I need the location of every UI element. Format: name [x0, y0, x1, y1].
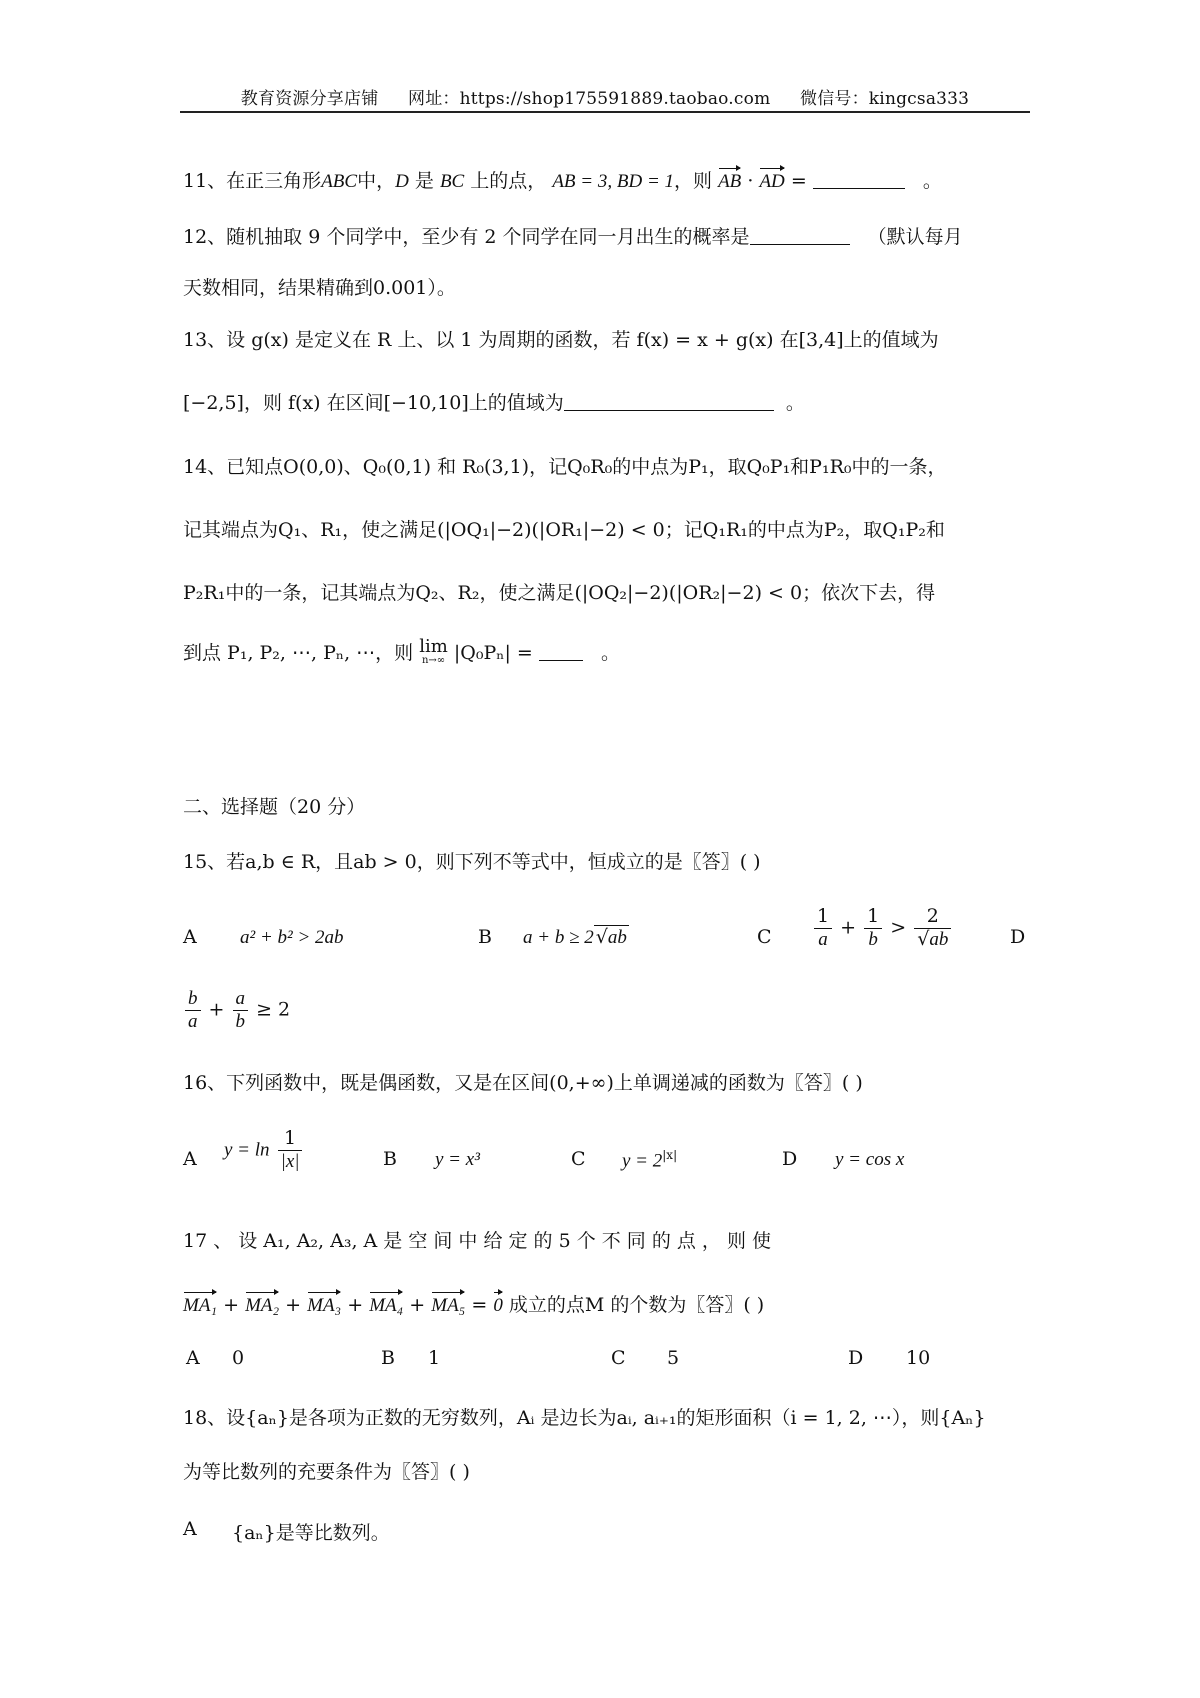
q17-option-b-label: B — [381, 1347, 395, 1369]
q16-option-b: y = x³ — [435, 1149, 480, 1170]
question-13-line-2: [−2,5]，则 f(x) 在区间[−10,10]上的值域为 。 — [183, 392, 805, 414]
question-14-line-2: 记其端点为Q₁、R₁，使之满足(|OQ₁|−2)(|OR₁|−2) < 0；记Q₁R₁的中点为P₂，取Q₁P₂和 — [183, 519, 945, 541]
q16-option-c: $y = 2^{|x|}$ — [622, 1148, 678, 1172]
header-url: 网址：https://shop175591889.taobao.com — [408, 89, 771, 109]
question-12-line-2: 天数相同，结果精确到0.001）。 — [183, 277, 456, 299]
q18-option-a: {aₙ}是等比数列。 — [232, 1522, 390, 1544]
limit-label: lim — [419, 636, 448, 657]
q18-option-a-label: A — [183, 1518, 197, 1540]
q16-option-c-label: C — [571, 1148, 586, 1170]
section-2-title: 二、选择题（20 分） — [183, 796, 366, 818]
question-17-line-1: 17 、 设 A₁, A₂, A₃, A 是 空 间 中 给 定 的 5 个 不 同 的 点 ， 则 使 — [183, 1230, 771, 1252]
q16-option-a: y = ln $\frac{1}{|x|}$ — [224, 1128, 304, 1173]
header-rule — [180, 111, 1030, 113]
question-18-line-1: 18、设{aₙ}是各项为正数的无穷数列，Aᵢ 是边长为aᵢ, aᵢ₊₁的矩形面积（i = 1, 2, ⋯），则{Aₙ} — [183, 1407, 986, 1429]
q17-option-c: 5 — [667, 1347, 680, 1369]
vector-ad: AD — [759, 171, 785, 192]
q17-option-c-label: C — [611, 1347, 626, 1369]
q17-option-b: 1 — [428, 1347, 441, 1369]
q16-option-b-label: B — [383, 1148, 397, 1170]
question-15-stem: 15、若a,b ∈ R，且ab > 0，则下列不等式中，恒成立的是〖答〗( ) — [183, 851, 761, 873]
limit-subscript: n→∞ — [421, 655, 446, 666]
question-16-stem: 16、下列函数中，既是偶函数，又是在区间(0,+∞)上单调递减的函数为〖答〗( ) — [183, 1072, 863, 1094]
q15-option-a: a² + b² > 2ab — [240, 927, 344, 948]
question-14-line-4: 到点 P₁, P₂, ⋯, Pₙ, ⋯，则 lim n→∞ |Q₀Pₙ| = 。 — [183, 636, 621, 666]
vector-ab: AB — [718, 171, 742, 192]
answer-blank-13[interactable] — [564, 392, 774, 411]
q15-option-d-label: D — [1010, 926, 1026, 948]
q15-option-c-label: C — [757, 926, 772, 948]
question-12-line-1: 12、随机抽取 9 个同学中，至少有 2 个同学在同一月出生的概率是 （默认每月 — [183, 226, 963, 248]
header-wechat: 微信号：kingcsa333 — [800, 89, 970, 109]
q15-option-a-label: A — [183, 926, 197, 948]
question-17-line-2: MA₁ + MA₂ + MA₃ + MA₄ + MA₅ = 0 成立的点M 的个数为〖答〗( ) — [183, 1294, 765, 1316]
q16-option-d-label: D — [782, 1148, 798, 1170]
question-14-line-3: P₂R₁中的一条，记其端点为Q₂、R₂，使之满足(|OQ₂|−2)(|OR₂|−2) < 0；依次下去，得 — [183, 582, 936, 604]
q15-option-b: a + b ≥ 2 √ab — [523, 926, 627, 948]
answer-blank-11[interactable] — [813, 170, 905, 189]
question-18-line-2: 为等比数列的充要条件为〖答〗( ) — [183, 1461, 470, 1483]
answer-blank-12[interactable] — [750, 226, 850, 245]
header-shop: 教育资源分享店铺 — [240, 89, 379, 109]
q17-option-a: 0 — [232, 1347, 245, 1369]
sqrt-ab: √ab — [595, 926, 627, 948]
q16-option-a-label: A — [183, 1148, 197, 1170]
q15-option-b-label: B — [478, 926, 492, 948]
q16-option-d: y = cos x — [835, 1149, 905, 1170]
q15-option-d: $\frac{b}{a}$ + $\frac{a}{b}$ ≥ 2 — [183, 988, 290, 1033]
question-11: 11、在正三角形ABC中，D 是 BC 上的点， AB = 3, BD = 1，则 AB · AD = 。 — [183, 170, 942, 192]
question-13-line-1: 13、设 g(x) 是定义在 R 上、以 1 为周期的函数，若 f(x) = x + g(x) 在[3,4]上的值域为 — [183, 329, 939, 351]
q17-option-d-label: D — [848, 1347, 864, 1369]
q17-option-d: 10 — [906, 1347, 931, 1369]
answer-blank-14[interactable] — [539, 642, 583, 661]
q17-option-a-label: A — [186, 1347, 200, 1369]
page-header — [180, 84, 1030, 109]
q15-option-c: $\frac{1}{a}$ + $\frac{1}{b}$ > $\frac{2}{√ab}$ — [812, 906, 953, 951]
question-14-line-1: 14、已知点O(0,0)、Q₀(0,1) 和 R₀(3,1)，记Q₀R₀的中点为P₁，取Q₀P₁和P₁R₀中的一条， — [183, 456, 947, 478]
